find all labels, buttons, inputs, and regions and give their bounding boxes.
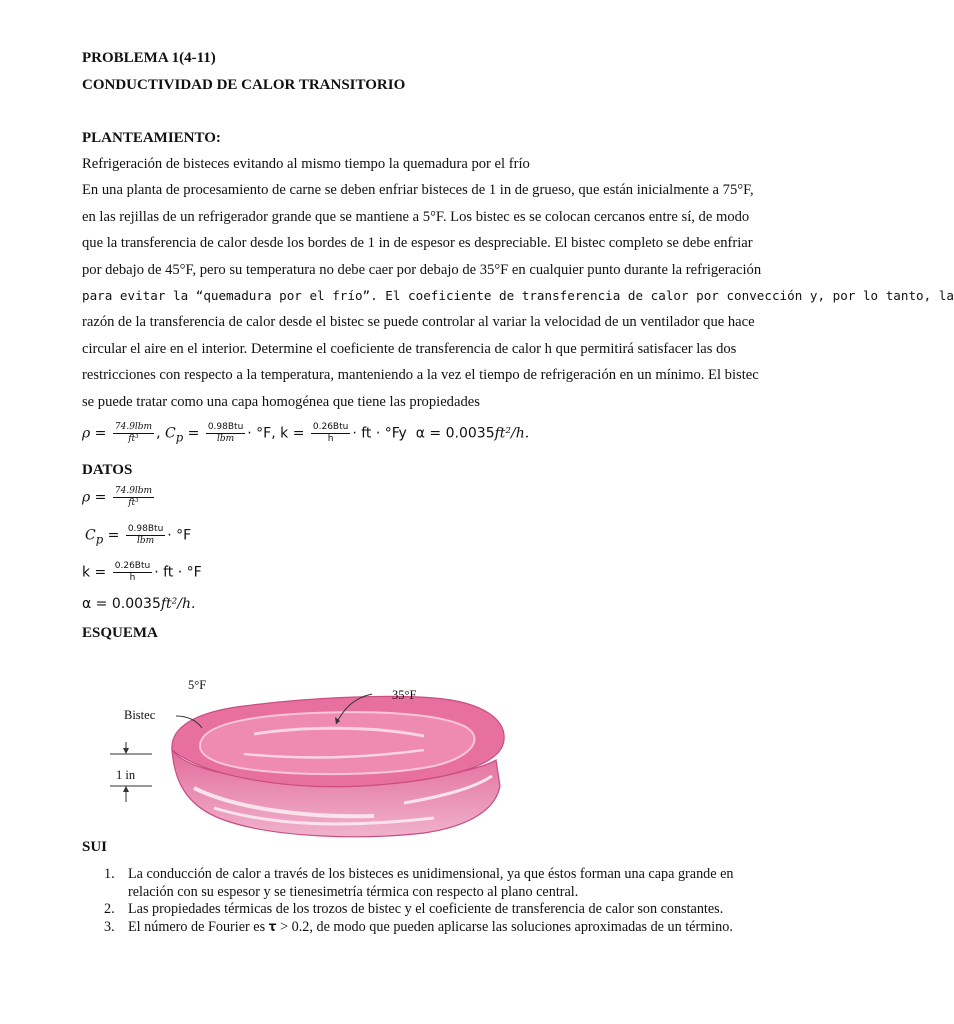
separator: ,	[271, 425, 276, 442]
problem-title: PROBLEMA 1(4-11)	[82, 50, 216, 66]
esquema-heading: ESQUEMA	[82, 625, 158, 641]
alpha-value: α = 0.0035	[415, 425, 495, 442]
cp-unit: · °F	[167, 527, 192, 544]
list-item-text: El número de Fourier es 𝛕 > 0.2, de modo que pueden aplicarse las soluciones aproximadas de un término.	[128, 918, 733, 935]
text-line-mono: para evitar la “quemadura por el frío”. El coeficiente de transferencia de calor por convección y, por lo tanto, la	[82, 288, 954, 304]
datos-heading: DATOS	[82, 462, 133, 478]
properties-formula-inline: ρ = $\frac{\text{74.9lbm}}{\text{ft³}}$ , $C_p$ = $\frac{\text{0.98Btu}}{\text{lbm}}$ · °F, k = $\frac{\text{0.26Btu}}{h}$ · ft · °Fy α = 0.0035ft²/h.	[82, 422, 530, 445]
alpha-unit: ft²/h.	[160, 596, 196, 612]
cp-symbol: C	[85, 527, 96, 544]
alpha-unit: ft²/h.	[494, 425, 530, 442]
text-line: en las rejillas de un refrigerador grande que se mantiene a 5°F. Los bistec es se colocan cercanos entre sí, de modo	[82, 208, 750, 225]
cp-subscript: p	[175, 430, 184, 445]
problem-subtitle: CONDUCTIVIDAD DE CALOR TRANSITORIO	[82, 77, 406, 93]
k-fraction	[311, 422, 350, 445]
datos-rho: ρ = $\frac{\text{74.9lbm}}{\text{ft³}}$	[82, 486, 153, 508]
cp-fraction	[206, 422, 245, 445]
label-bistec: Bistec	[124, 708, 156, 722]
planteamiento-paragraph	[82, 151, 954, 415]
alpha-value: α = 0.0035	[82, 596, 161, 612]
text-line: se puede tratar como una capa homogénea que tiene las propiedades	[82, 393, 480, 410]
text-line: por debajo de 45°F, pero su temperatura no debe caer por debajo de 35°F en cualquier punto durante la refrigeración	[82, 261, 762, 278]
k-denominator: h	[327, 434, 334, 444]
list-item-text: La conducción de calor a través de los bisteces es unidimensional, ya que éstos forman una capa grande en relación con su espesor y se tienesimetría térmica con respecto al plano central.	[128, 866, 734, 900]
k-unit: · ft · °F	[154, 564, 202, 581]
list-number: 3.	[104, 918, 115, 935]
k-symbol: k	[82, 564, 91, 581]
supuestos-list	[104, 866, 764, 936]
rho-fraction	[113, 486, 154, 509]
rho-symbol: ρ	[82, 489, 91, 506]
text-line: razón de la transferencia de calor desde el bistec se puede controlar al variar la velocidad de un ventilador que hace	[82, 314, 755, 331]
datos-k: k = $\frac{\text{0.26Btu}}{h}$ · ft · °F	[82, 561, 202, 583]
planteamiento-heading: PLANTEAMIENTO:	[82, 130, 221, 146]
text-line: que la transferencia de calor desde los bordes de 1 in de espesor es despreciable. El bistec completo se debe enfriar	[82, 235, 753, 252]
cp-subscript: p	[95, 532, 104, 547]
rho-numerator: 74.9lbm	[114, 422, 153, 432]
list-number: 2.	[104, 901, 115, 918]
cp-numerator: 0.98Btu	[127, 524, 164, 534]
cp-denominator: lbm	[216, 434, 235, 444]
supuestos-heading: SUI	[82, 839, 108, 855]
arrow-up-icon	[123, 786, 129, 792]
k-fraction	[113, 561, 152, 584]
label-5f: 5°F	[188, 678, 207, 692]
rho-numerator: 74.9lbm	[114, 486, 153, 496]
steak-illustration	[104, 668, 536, 844]
cp-unit: · °F	[247, 425, 272, 442]
separator: ,	[156, 425, 161, 442]
k-unit: · ft · °F	[352, 425, 399, 442]
list-item-text: Las propiedades térmicas de los trozos de bistec y el coeficiente de transferencia de calor son constantes.	[128, 901, 724, 918]
k-numerator: 0.26Btu	[312, 422, 349, 432]
text-line: En una planta de procesamiento de carne se deben enfriar bisteces de 1 in de grueso, que están inicialmente a 75°F,	[82, 182, 754, 199]
arrow-down-icon	[123, 748, 129, 754]
text-line: circular el aire en el interior. Determine el coeficiente de transferencia de calor h que permitirá satisfacer las dos	[82, 340, 737, 357]
list-item	[104, 919, 764, 937]
conjunction: y	[398, 425, 407, 442]
steak-diagram	[104, 668, 536, 844]
list-item	[104, 901, 764, 919]
label-35f: 35°F	[392, 688, 417, 702]
text-line: restricciones con respecto a la temperatura, manteniendo a la vez el tiempo de refrigeración en un mínimo. El bistec	[82, 367, 759, 384]
k-denominator: h	[129, 573, 136, 583]
cp-denominator: lbm	[136, 536, 155, 546]
list-number: 1.	[104, 866, 115, 882]
list-item	[104, 866, 764, 901]
cp-numerator: 0.98Btu	[207, 422, 244, 432]
rho-symbol: ρ	[82, 425, 91, 442]
k-numerator: 0.26Btu	[114, 561, 151, 571]
label-1in: 1 in	[116, 768, 136, 782]
text-line: Refrigeración de bisteces evitando al mismo tiempo la quemadura por el frío	[82, 156, 530, 172]
cp-symbol: C	[165, 425, 176, 442]
rho-fraction	[113, 422, 154, 445]
rho-denominator: ft³	[128, 434, 139, 444]
k-symbol: k	[280, 425, 289, 442]
rho-denominator: ft³	[128, 498, 139, 508]
datos-cp: $C_p$ = $\frac{\text{0.98Btu}}{\text{lbm}}$ · °F	[85, 524, 192, 547]
datos-alpha	[82, 596, 195, 612]
cp-fraction	[126, 524, 165, 547]
